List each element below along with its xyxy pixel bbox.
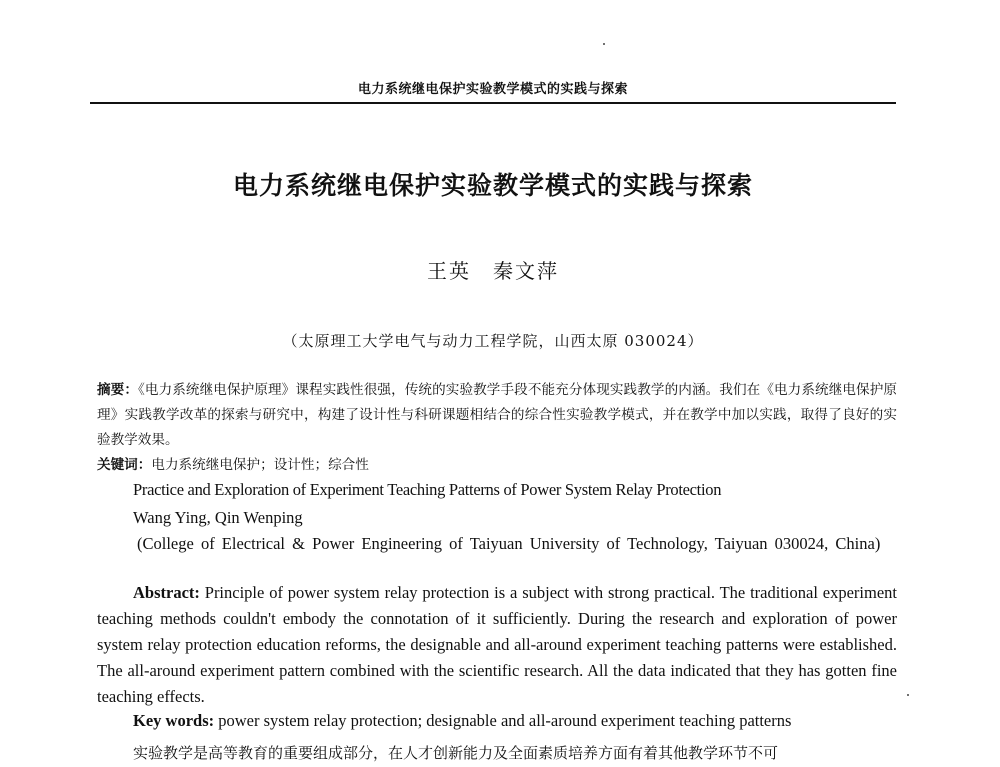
en-abstract-label: Abstract:: [133, 583, 200, 602]
cn-keywords-text: 电力系统继电保护；设计性；综合性: [151, 457, 369, 473]
author-second: 秦文萍: [493, 259, 559, 283]
cn-abstract-text: 《电力系统继电保护原理》课程实践性很强，传统的实验教学手段不能充分体现实践教学的内涵。我们在《电力系统继电保护原理》实践教学改革的探索与研究中，构建了设计性与科研课题相结合的综合性实验教学模式，并在教学中加以实践，取得了良好的实验教学效果。: [97, 382, 897, 448]
header-rule: [90, 102, 896, 104]
cn-keywords: [97, 454, 897, 476]
cn-keywords-label: 关键词：: [97, 457, 152, 473]
author-first: 王英: [427, 259, 471, 283]
cn-abstract-label: 摘要：: [97, 382, 139, 398]
paper-title: 电力系统继电保护实验教学模式的实践与探索: [232, 171, 753, 200]
authors: [90, 255, 896, 284]
running-header: 电力系统继电保护实验教学模式的实践与探索: [357, 82, 628, 97]
en-title: Practice and Exploration of Experiment Teaching Patterns of Power System Relay Protection: [133, 480, 722, 499]
en-authors: Wang Ying, Qin Wenping: [133, 508, 303, 527]
en-keywords: [97, 708, 933, 734]
en-affiliation: (College of Electrical & Power Engineering of Taiyuan University of Technology, Taiyuan 030024, China): [137, 534, 881, 553]
en-keywords-label: Key words:: [133, 711, 215, 730]
en-abstract-text: Principle of power system relay protection is a subject with strong practical. The traditional experiment teaching methods couldn't embody the connotation of it sufficiently. During the research and exploration of power system relay protection education reforms, the designable and all-around experiment teaching patterns were established. The all-around experiment pattern combined with the scientific research. All the data indicated that they has gotten fine teaching effects.: [97, 583, 897, 706]
scan-speck: [907, 694, 909, 696]
cn-abstract: [97, 378, 897, 453]
affiliation: （太原理工大学电气与动力工程学院，山西太原 030024）: [282, 332, 704, 350]
en-keywords-text: power system relay protection; designable and all-around experiment teaching patterns: [214, 711, 792, 730]
en-abstract: [97, 580, 897, 710]
body-first-line: 实验教学是高等教育的重要组成部分，在人才创新能力及全面素质培养方面有着其他教学环节不可: [133, 744, 779, 762]
body-text-cut: [133, 733, 897, 762]
scan-speck: [603, 43, 605, 45]
